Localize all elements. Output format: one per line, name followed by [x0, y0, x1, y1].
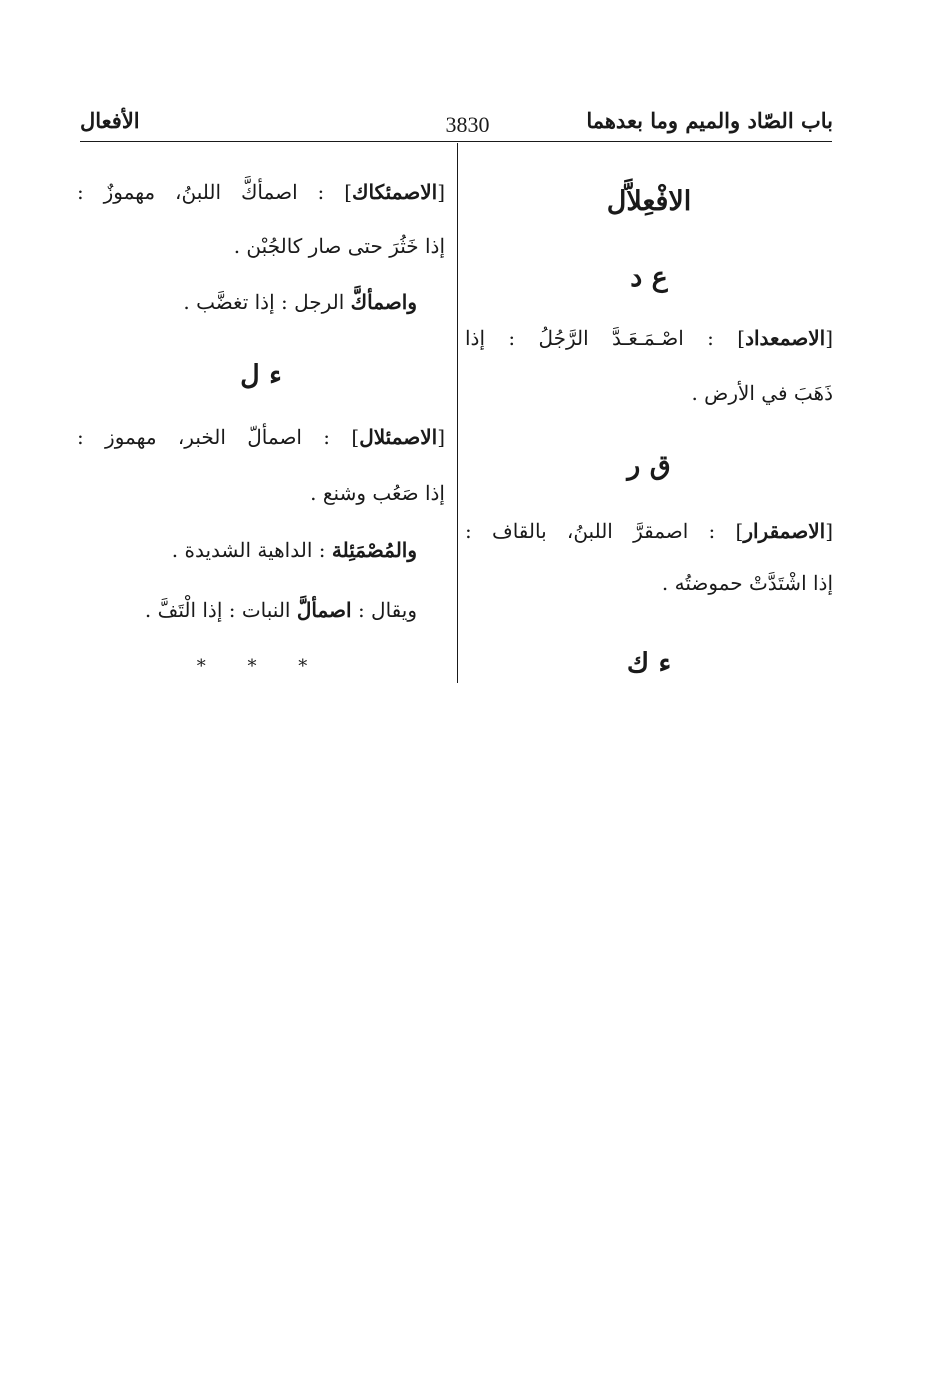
entry-line: ذَهَبَ في الأرض . — [691, 381, 833, 405]
entry-text: : اصمقرَّ اللبنُ، بالقاف : — [465, 519, 716, 543]
entry-text: : اصمأكَّ اللبنُ، مهموزٌ : — [77, 180, 325, 204]
entry-line: [الاصمئكاك] : اصمأكَّ اللبنُ، مهموزٌ : — [77, 180, 446, 204]
left-column — [77, 0, 445, 700]
section-heading: الافْعِلاَّل — [606, 186, 692, 217]
entry-term: والمُصْمَئِلة — [331, 538, 417, 562]
entry-text: : اصْـمَـعَـدَّ الرَّجُلُ : إذا — [465, 326, 714, 350]
root-heading-ain-dal: ع د — [630, 262, 668, 293]
entry-term: الاصمعداد — [745, 326, 826, 350]
entry-text: ويقال : — [357, 598, 417, 622]
entry-text: : اصمألّ الخبر، مهموز : — [77, 425, 331, 449]
entry-term: اصمألَّ — [296, 598, 352, 622]
entry-line — [145, 598, 417, 622]
entry-line — [183, 290, 417, 314]
entry-line: إذا اشْتَدَّتْ حموضتُه . — [661, 571, 833, 595]
entry-text: الرجل : إذا تغضَّب . — [183, 290, 345, 314]
entry-line: [الاصمقرار] : اصمقرَّ اللبنُ، بالقاف : — [465, 519, 833, 543]
entry-line — [172, 538, 417, 562]
right-column — [465, 0, 833, 700]
entry-line: [الاصمئلال] : اصمألّ الخبر، مهموز : — [77, 425, 446, 449]
entry-term: الاصمئكاك — [352, 180, 438, 204]
column-divider — [457, 143, 458, 683]
root-heading-qaf-ra: ق ر — [627, 450, 671, 481]
entry-term: واصمأكَّ — [350, 290, 417, 314]
entry-line: [الاصمعداد] : اصْـمَـعَـدَّ الرَّجُلُ : إذا — [465, 326, 834, 350]
root-heading-hamza-lam: ء ل — [240, 360, 282, 391]
entry-term: الاصمقرار — [743, 519, 826, 543]
entry-text: النبات : إذا الْتَفَّ . — [144, 598, 291, 622]
page-number: 3830 — [445, 112, 490, 137]
entry-term: الاصمئلال — [359, 425, 438, 449]
section-title-header: الأفعال — [80, 108, 140, 133]
chapter-title: باب الصّاد والميم وما بعدهما — [586, 108, 833, 133]
entry-line: إذا خَثُرَ حتى صار كالجُبْن . — [233, 234, 445, 258]
end-ornament: * * * — [196, 656, 326, 677]
root-heading-hamza-kaf: ء ك — [626, 648, 672, 679]
entry-text: : الداهية الشديدة . — [171, 538, 326, 562]
entry-line: إذا صَعُب وشنع . — [310, 481, 445, 505]
